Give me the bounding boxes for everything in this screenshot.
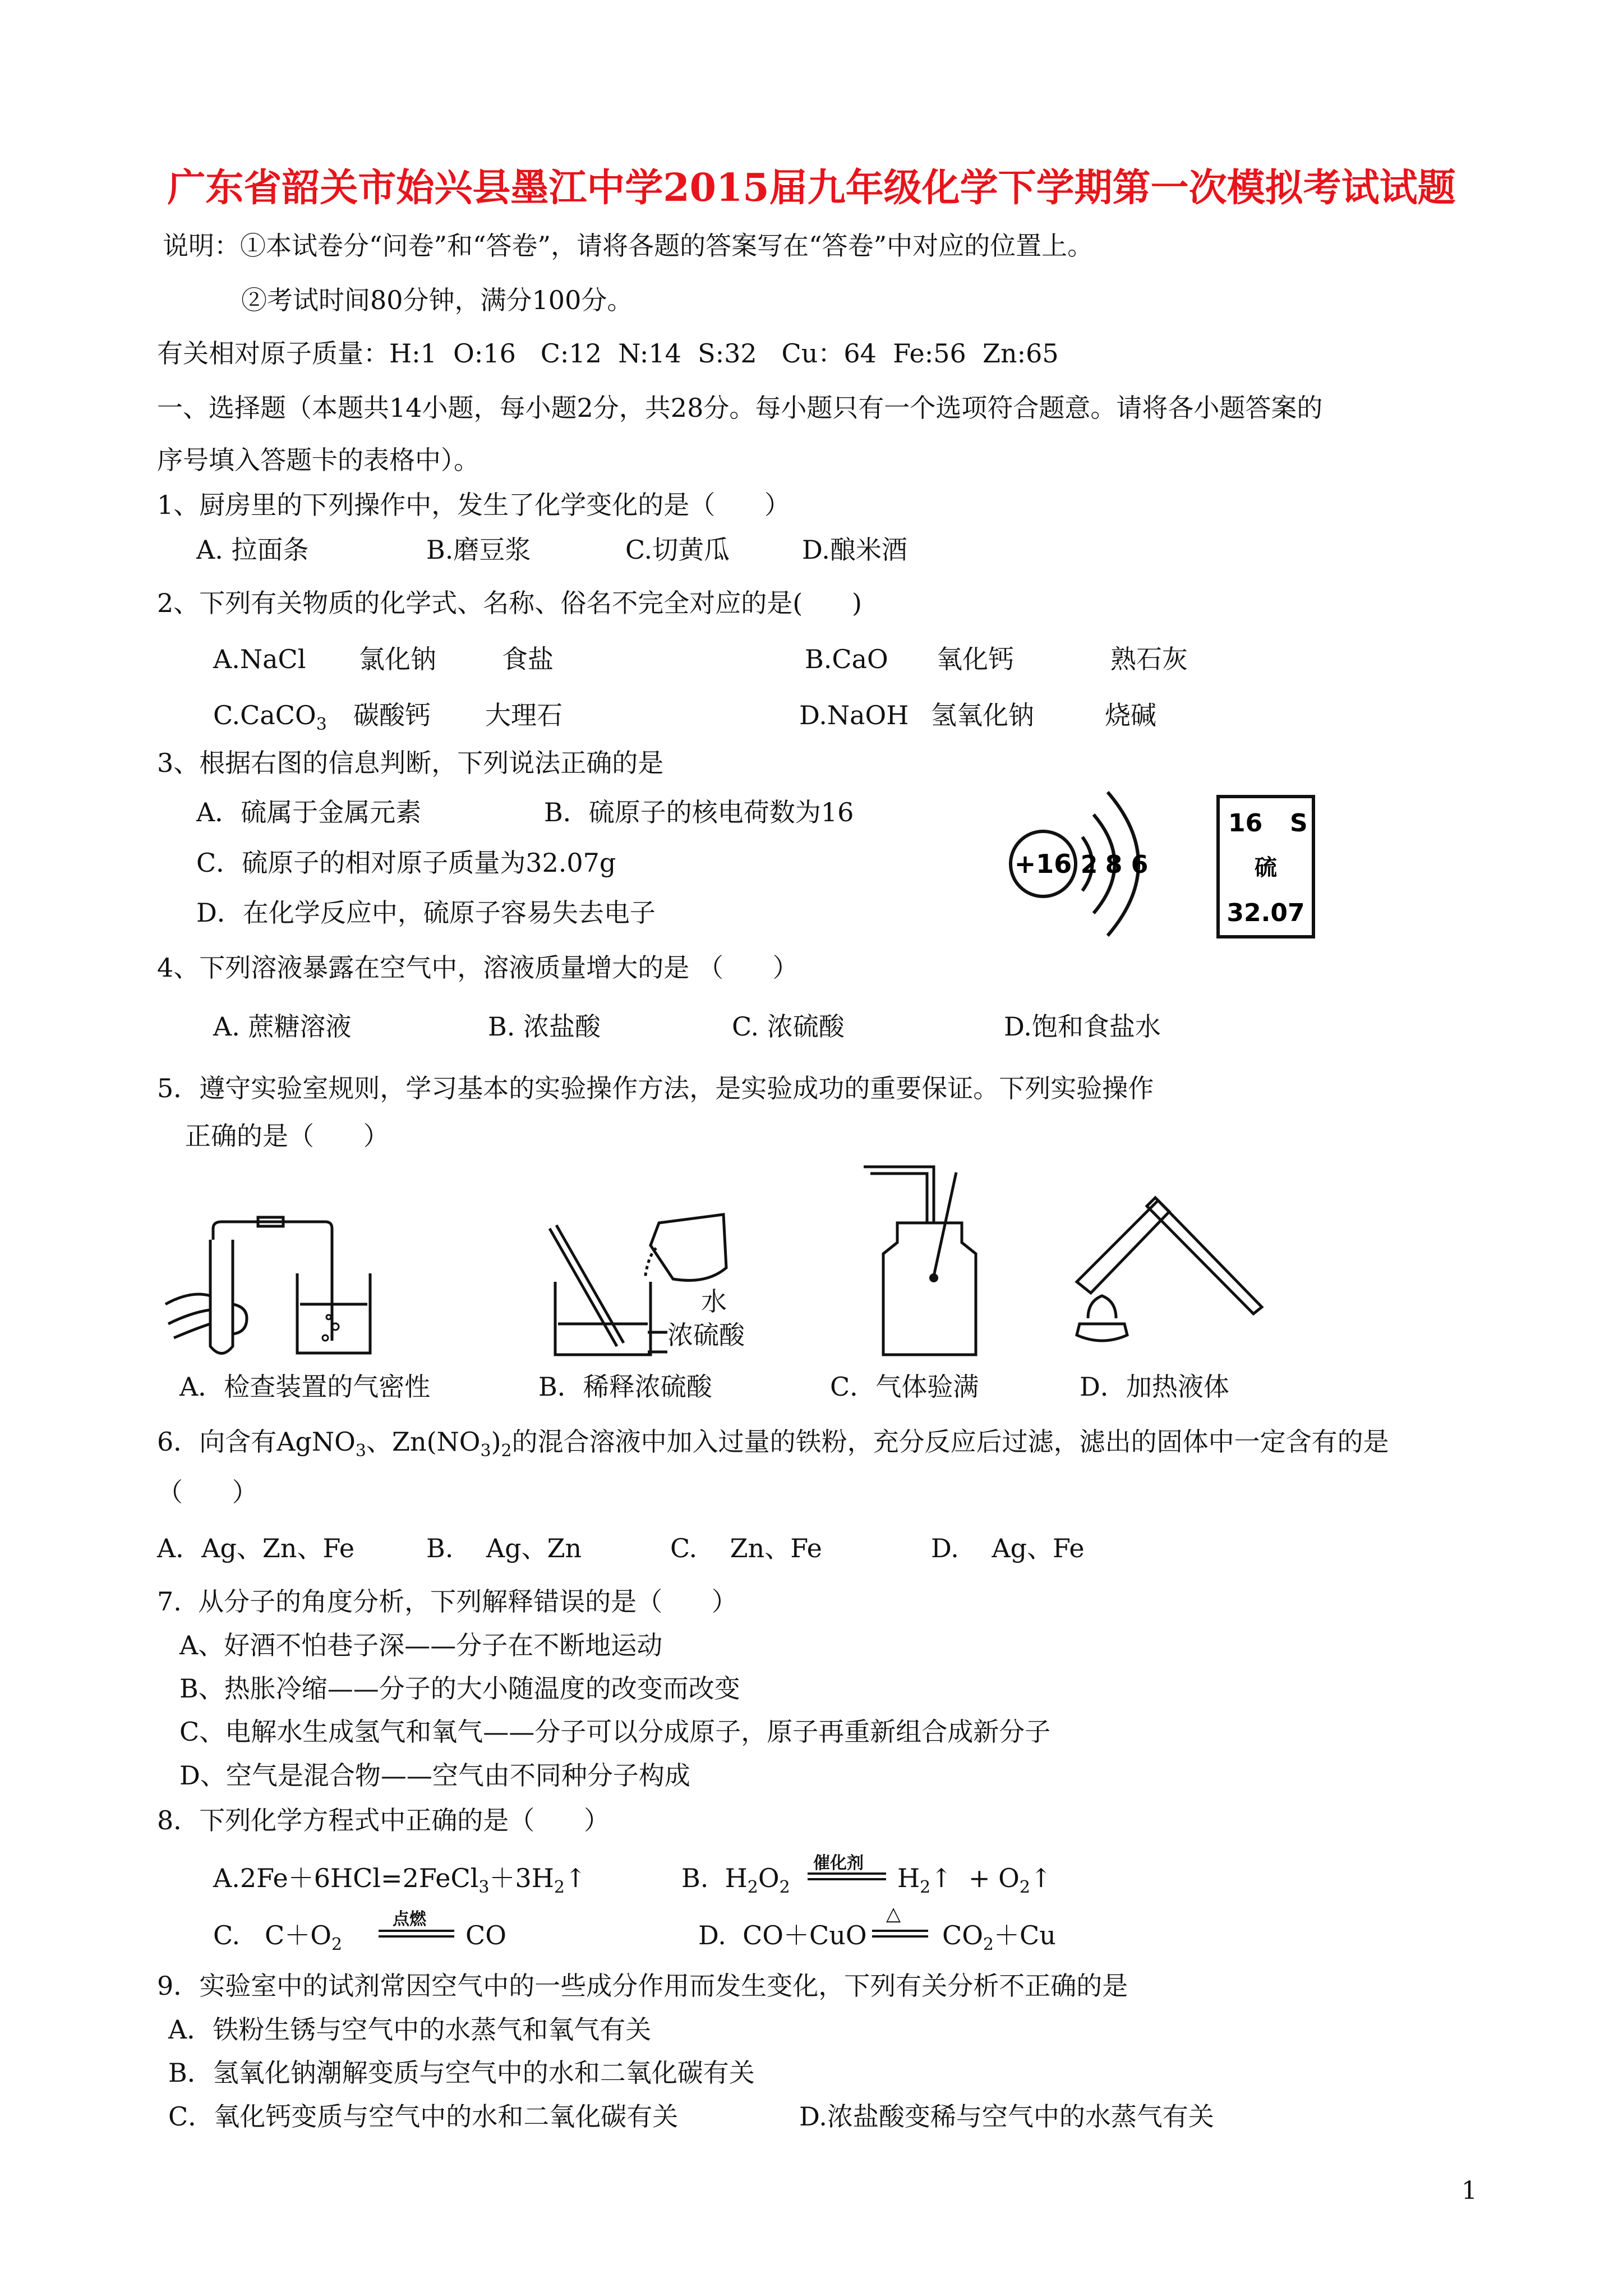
q8-a-sub: 3 — [478, 1878, 490, 1898]
q8-c-equals-bar — [379, 1930, 454, 1932]
q2-d-formula: D.NaOH — [799, 700, 909, 730]
q8-b-part: B. H — [681, 1863, 748, 1893]
test-tube — [210, 1240, 233, 1354]
beaker — [297, 1273, 370, 1353]
glass-rod — [550, 1228, 617, 1346]
q6-sub: 2 — [501, 1441, 512, 1461]
q1-option-b: B.磨豆浆 — [426, 535, 531, 565]
question-5-stem-cont: 正确的是（ ） — [185, 1121, 389, 1151]
q5-option-c: C．气体验满 — [830, 1372, 979, 1402]
pouring-beaker — [651, 1214, 726, 1281]
element-number: 16 — [1228, 809, 1263, 838]
q8-a-sub: 2 — [554, 1878, 565, 1898]
q8-option-c-product: CO — [465, 1920, 506, 1950]
q8-b-equals-bar — [808, 1872, 886, 1875]
q3-option-b: B．硫原子的核电荷数为16 — [544, 797, 854, 827]
q6-option-b: B. Ag、Zn — [426, 1533, 582, 1563]
flame — [1088, 1296, 1116, 1318]
section-1-heading-cont: 序号填入答题卡的表格中）。 — [157, 445, 479, 475]
label-conc-acid: 浓硫酸 — [667, 1320, 745, 1350]
hand — [165, 1294, 247, 1338]
note-atomic-masses: 有关相对原子质量：H:1 O:16 C:12 N:14 S:32 Cu：64 Fe:56 Zn:65 — [157, 338, 1059, 369]
q8-d-sub: 2 — [983, 1935, 994, 1955]
section-1-heading: 一、选择题（本题共14小题，每小题2分，共28分。每小题只有一个选项符合题意。请将各小题答案的 — [157, 393, 1323, 423]
shell-2-electrons: 8 — [1105, 850, 1123, 879]
note-2: ②考试时间80分钟，满分100分。 — [241, 285, 633, 315]
question-9-stem: 9．实验室中的试剂常因空气中的一些成分作用而发生变化，下列有关分析不正确的是 — [157, 1971, 1128, 2001]
question-5-stem: 5．遵守实验室规则，学习基本的实验操作方法，是实验成功的重要保证。下列实验操作 — [157, 1073, 1154, 1103]
q5-option-a: A．检查装置的气密性 — [179, 1372, 431, 1402]
q8-option-b-reactant — [681, 1861, 790, 1904]
q3-option-d: D．在化学反应中，硫原子容易失去电子 — [196, 898, 656, 928]
q5-option-b: B．稀释浓硫酸 — [538, 1372, 712, 1402]
q8-a-part: ＋3H — [489, 1863, 554, 1893]
q2-a-formula: A.NaCl — [213, 644, 306, 674]
figure-heat-liquid — [1066, 1167, 1301, 1358]
q8-b-part: O — [758, 1863, 780, 1893]
q8-b-condition: 催化剂 — [813, 1853, 864, 1873]
q4-option-d: D.饱和食盐水 — [1004, 1011, 1161, 1042]
q4-option-c: C. 浓硫酸 — [732, 1011, 845, 1042]
q8-b-sub: 2 — [779, 1878, 790, 1898]
figure-gas-check — [852, 1156, 1021, 1363]
q2-c-common: 大理石 — [485, 700, 562, 730]
q6-option-a: A．Ag、Zn、Fe — [157, 1533, 355, 1563]
alcohol-lamp — [1077, 1324, 1127, 1341]
q6-stem-part: 、Zn(NO — [366, 1427, 481, 1457]
sulfur-atom-figure — [987, 774, 1335, 970]
q6-sub: 3 — [480, 1441, 491, 1461]
q2-c-formula-sub: 3 — [316, 715, 327, 735]
q9-option-c: C．氧化钙变质与空气中的水和二氧化碳有关 — [168, 2101, 679, 2132]
q1-option-d: D.酿米酒 — [802, 535, 907, 565]
q2-d-name: 氢氧化钠 — [931, 700, 1034, 730]
q2-b-common: 熟石灰 — [1110, 644, 1188, 674]
question-4-stem: 4、下列溶液暴露在空气中，溶液质量增大的是 （ ） — [157, 953, 799, 983]
q5-option-d: D．加热液体 — [1080, 1372, 1229, 1402]
q8-d-part: ＋Cu — [994, 1920, 1056, 1950]
q8-c-part: C. C＋O — [213, 1920, 331, 1950]
q4-option-a: A. 蔗糖溶液 — [213, 1011, 352, 1042]
note-1: 说明：①本试卷分“问卷”和“答卷”，请将各题的答案写在“答卷”中对应的位置上。 — [163, 231, 1094, 261]
q8-d-equals-bar — [872, 1935, 928, 1938]
q8-option-d-reactant: D. CO＋CuO — [698, 1920, 867, 1950]
q2-b-name: 氧化钙 — [937, 644, 1014, 674]
page-number: 1 — [1461, 2177, 1477, 2205]
inlet-tube — [864, 1167, 934, 1223]
q2-a-name: 氯化钠 — [359, 644, 436, 674]
q8-d-condition: △ — [886, 1903, 901, 1925]
shell-3-electrons: 6 — [1131, 850, 1149, 879]
gas-bottle — [883, 1223, 976, 1355]
q2-c-formula — [213, 698, 327, 742]
q8-c-sub: 2 — [331, 1935, 343, 1955]
q2-c-name: 碳酸钙 — [353, 700, 431, 730]
q9-option-d: D.浓盐酸变稀与空气中的水蒸气有关 — [799, 2101, 1214, 2132]
label-water: 水 — [701, 1286, 727, 1317]
q8-d-equals-bar — [872, 1930, 928, 1932]
q7-option-a: A、好酒不怕巷子深——分子在不断地运动 — [179, 1630, 663, 1660]
q4-option-b: B. 浓盐酸 — [488, 1011, 601, 1042]
page-title: 广东省韶关市始兴县墨江中学2015届九年级化学下学期第一次模拟考试试题 — [167, 165, 1456, 210]
q8-b-sub: 2 — [1019, 1878, 1030, 1898]
q1-option-c: C.切黄瓜 — [625, 535, 730, 565]
q3-option-c: C．硫原子的相对原子质量为32.07g — [196, 848, 616, 878]
question-7-stem: 7. 从分子的角度分析，下列解释错误的是（ ） — [157, 1586, 737, 1617]
q2-c-formula-main: C.CaCO — [213, 700, 316, 730]
q6-answer-paren: （ ） — [157, 1477, 258, 1507]
q7-option-b: B、热胀冷缩——分子的大小随温度的改变而改变 — [179, 1673, 740, 1704]
question-8-stem: 8．下列化学方程式中正确的是（ ） — [157, 1805, 610, 1835]
q8-b-part: ↑ — [1030, 1863, 1052, 1893]
q8-option-b-product — [897, 1861, 1052, 1904]
q7-option-d: D、空气是混合物——空气由不同种分子构成 — [179, 1760, 690, 1791]
q8-d-part: CO — [942, 1920, 983, 1950]
question-3-stem: 3、根据右图的信息判断，下列说法正确的是 — [157, 748, 664, 778]
q6-stem-part: 的混合溶液中加入过量的铁粉，充分反应后过滤，滤出的固体中一定含有的是 — [511, 1427, 1389, 1457]
beaker — [555, 1282, 651, 1355]
q2-d-common: 烧碱 — [1105, 700, 1156, 730]
q8-option-d-product — [942, 1918, 1056, 1962]
q8-c-condition: 点燃 — [393, 1910, 426, 1929]
q8-c-equals-bar — [379, 1935, 454, 1938]
q6-stem-part: ) — [491, 1427, 501, 1457]
q8-b-part: ↑ + O — [930, 1863, 1020, 1893]
q1-option-a: A. 拉面条 — [196, 535, 309, 565]
q6-option-c: C. Zn、Fe — [670, 1533, 822, 1563]
q2-a-common: 食盐 — [502, 644, 554, 674]
element-mass: 32.07 — [1227, 899, 1305, 927]
q8-a-part: A.2Fe＋6HCl=2FeCl — [213, 1863, 479, 1893]
q6-sub: 3 — [355, 1441, 366, 1461]
element-symbol: S — [1290, 809, 1308, 838]
q3-option-a: A．硫属于金属元素 — [196, 797, 422, 827]
q8-b-sub: 2 — [747, 1878, 758, 1898]
q8-b-equals-bar — [808, 1878, 886, 1880]
element-name: 硫 — [1255, 855, 1277, 881]
nucleus-charge: +16 — [1014, 849, 1072, 879]
q8-option-a — [213, 1861, 587, 1904]
figure-airtightness-check — [157, 1206, 393, 1374]
q8-option-c-reactant — [213, 1918, 342, 1962]
q8-b-sub: 2 — [920, 1878, 931, 1898]
q8-b-part: H — [897, 1863, 920, 1893]
q6-option-d: D. Ag、Fe — [931, 1533, 1085, 1563]
question-1-stem: 1、厨房里的下列操作中，发生了化学变化的是（ ） — [157, 490, 790, 520]
delivery-tube — [213, 1222, 332, 1341]
q9-option-a: A．铁粉生锈与空气中的水蒸气和氧气有关 — [168, 2014, 652, 2045]
question-2-stem: 2、下列有关物质的化学式、名称、俗名不完全对应的是( ) — [157, 588, 862, 618]
question-6-stem — [157, 1425, 1389, 1468]
q2-b-formula: B.CaO — [805, 644, 888, 674]
q8-a-part: ↑ — [564, 1863, 587, 1893]
shell-1-electrons: 2 — [1080, 850, 1098, 879]
q6-stem-part: 6．向含有AgNO — [157, 1427, 356, 1457]
q9-option-b: B．氢氧化钠潮解变质与空气中的水和二氧化碳有关 — [168, 2058, 755, 2088]
q7-option-c: C、电解水生成氢气和氧气——分子可以分成原子，原子再重新组合成新分子 — [179, 1717, 1051, 1747]
